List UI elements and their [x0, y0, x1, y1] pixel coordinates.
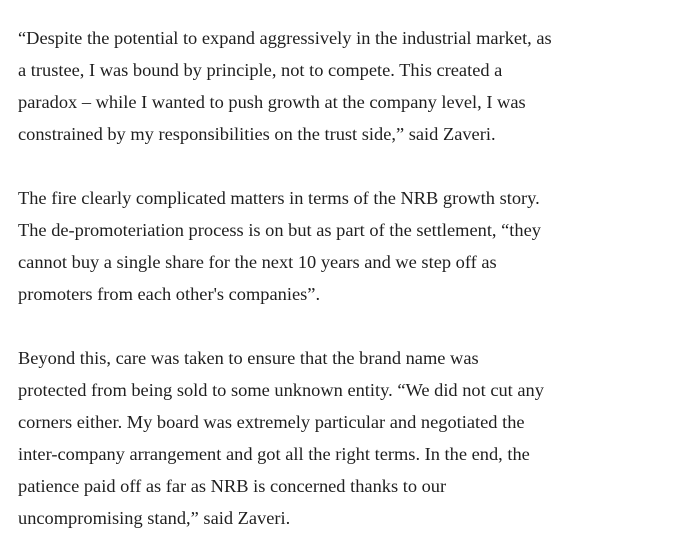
text-line: protected from being sold to some unknown entity. “We did not cut any	[18, 380, 544, 400]
text-line: corners either. My board was extremely particular and negotiated the	[18, 412, 525, 432]
text-line: inter-company arrangement and got all the right terms. In the end, the	[18, 444, 530, 464]
text-line: cannot buy a single share for the next 10 years and we step off as	[18, 252, 497, 272]
text-line: promoters from each other's companies”.	[18, 284, 321, 304]
text-line: patience paid off as far as NRB is concerned thanks to our	[18, 476, 447, 496]
paragraph-brand-protection	[18, 342, 694, 534]
paragraph-quote-trustee	[18, 22, 694, 150]
paragraph-fire-settlement	[18, 182, 694, 310]
text-line: paradox – while I wanted to push growth at the company level, I was	[18, 92, 526, 112]
text-line: Beyond this, care was taken to ensure that the brand name was	[18, 348, 479, 368]
text-line: uncompromising stand,” said Zaveri.	[18, 508, 291, 528]
text-line: The de-promoteriation process is on but as part of the settlement, “they	[18, 220, 541, 240]
text-line: The fire clearly complicated matters in terms of the NRB growth story.	[18, 188, 540, 208]
text-line: constrained by my responsibilities on the trust side,” said Zaveri.	[18, 124, 496, 144]
text-line: “Despite the potential to expand aggressively in the industrial market, as	[18, 28, 552, 48]
text-line: a trustee, I was bound by principle, not to compete. This created a	[18, 60, 503, 80]
